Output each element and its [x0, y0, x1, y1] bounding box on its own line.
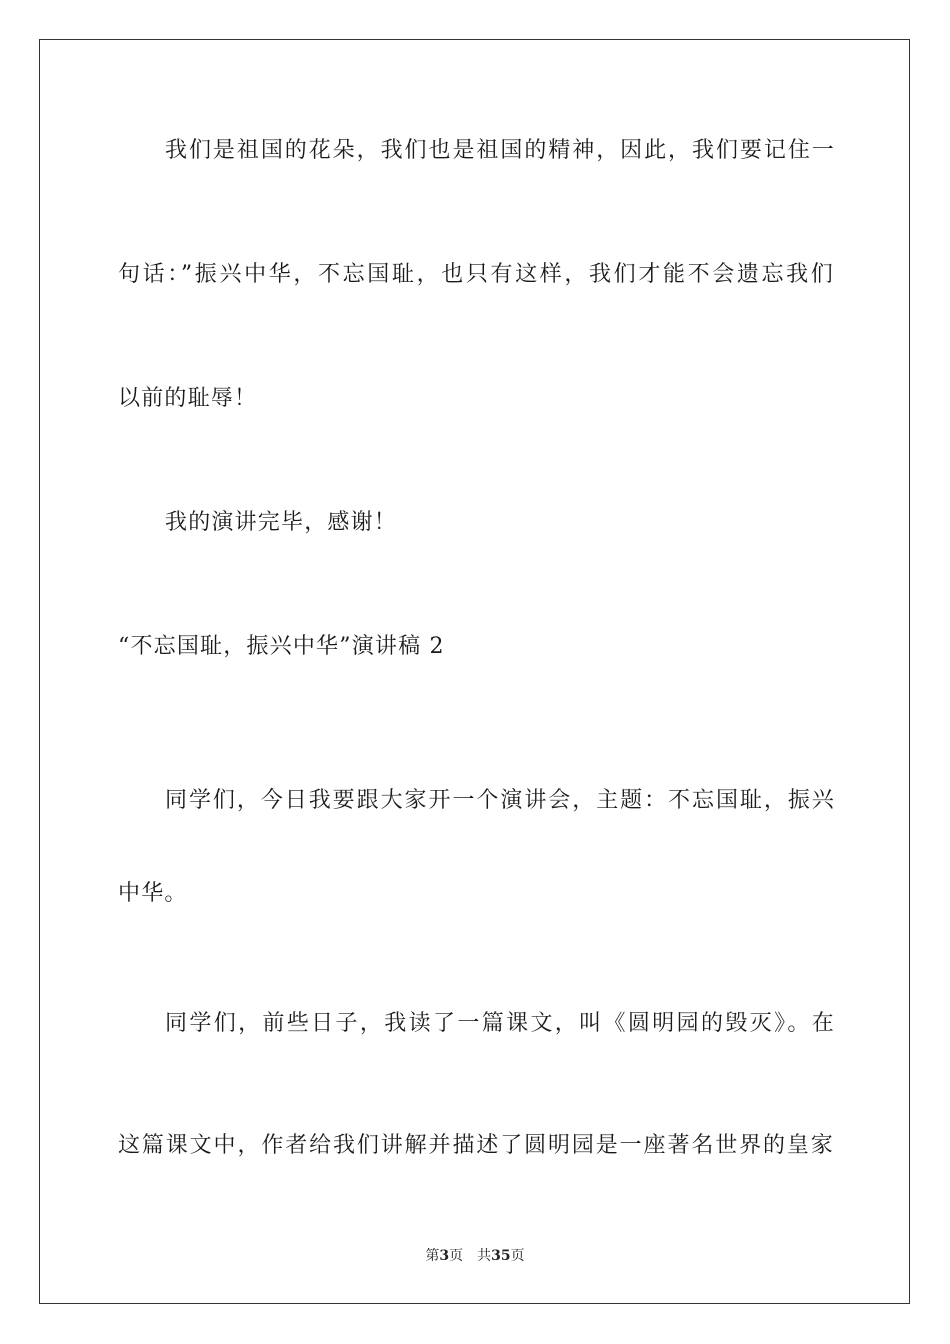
footer-total-prefix: 共: [477, 1248, 492, 1264]
body-line-2: 句话：”振兴中华，不忘国耻，也只有这样，我们才能不会遗忘我们: [118, 262, 834, 287]
page-footer: [0, 1246, 950, 1266]
footer-page-prefix: 第: [425, 1248, 440, 1264]
section-heading: “不忘国耻，振兴中华”演讲稿 2: [118, 634, 445, 659]
body-line-7: 中华。: [118, 881, 188, 906]
body-line-4: 我的演讲完毕，感谢！: [165, 510, 398, 535]
footer-page-suffix: 页: [449, 1248, 464, 1264]
body-line-8: 同学们，前些日子，我读了一篇课文，叫《圆明园的毁灭》。在: [165, 1011, 835, 1036]
body-line-6: 同学们，今日我要跟大家开一个演讲会，主题：不忘国耻，振兴: [165, 788, 835, 813]
footer-total-suffix: 页: [510, 1248, 525, 1264]
body-line-9: 这篇课文中，作者给我们讲解并描述了圆明园是一座著名世界的皇家: [118, 1133, 834, 1158]
page-border: [39, 39, 910, 1304]
body-line-1: 我们是祖国的花朵，我们也是祖国的精神，因此，我们要记住一: [165, 138, 835, 163]
body-line-3: 以前的耻辱！: [118, 386, 258, 411]
footer-total-pages: 35: [491, 1248, 511, 1264]
footer-current-page: 3: [439, 1248, 450, 1264]
